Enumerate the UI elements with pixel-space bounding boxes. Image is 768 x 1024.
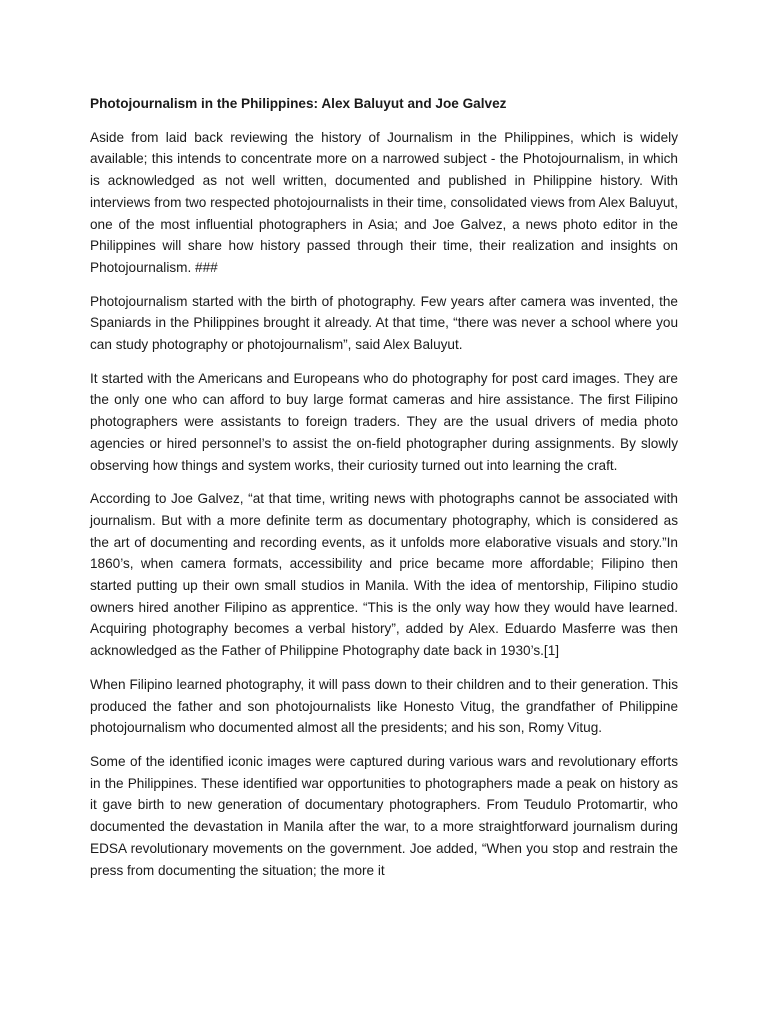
- paragraph-generations: When Filipino learned photography, it will pass down to their children and to their generation. This produced the father and son photojournalists like Honesto Vitug, the grandfather of Philippine photojournalism who documented almost all the presidents; and his son, Romy Vitug.: [90, 676, 678, 736]
- document-title: Photojournalism in the Philippines: Alex Baluyut and Joe Galvez: [90, 96, 507, 111]
- paragraph-intro: Aside from laid back reviewing the history of Journalism in the Philippines, which is widely available; this intends to concentrate more on a narrowed subject - the Photojournalism, in which is acknowledged as not well written, documented and published in Philippine history. With interviews from two respected photojournalists in their time, consolidated views from Alex Baluyut, one of the most influential photographers in Asia; and Joe Galvez, a news photo editor in the Philippines will share how history passed through their time, their realization and insights on Photojournalism. ###: [90, 129, 678, 275]
- paragraph-iconic-images: Some of the identified iconic images were captured during various wars and revolutionary efforts in the Philippines. These identified war opportunities to photographers made a peak on history as it gave birth to new generation of documentary photographers. From Teudulo Protomartir, who documented the devastation in Manila after the war, to a more straightforward journalism during EDSA revolutionary movements on the government. Joe added, “When you stop and restrain the press from documenting the situation; the more it: [90, 753, 678, 878]
- paragraph-birth-of-photography: Photojournalism started with the birth of photography. Few years after camera was invented, the Spaniards in the Philippines brought it already. At that time, “there was never a school where you can study photography or photojournalism”, said Alex Baluyut.: [90, 293, 678, 353]
- document-page: [90, 93, 678, 893]
- paragraph-joe-galvez: According to Joe Galvez, “at that time, writing news with photographs cannot be associated with journalism. But with a more definite term as documentary photography, which is considered as the art of documenting and recording events, as it unfolds more elaborative visuals and story.”In 1860’s, when camera formats, accessibility and price became more affordable; Filipino then started putting up their own small studios in Manila. With the idea of mentorship, Filipino studio owners hired another Filipino as apprentice. “This is the only way how they would have learned. Acquiring photography becomes a verbal history”, added by Alex. Eduardo Masferre was then acknowledged as the Father of Philippine Photography date back in 1930’s.[1]: [90, 491, 678, 659]
- paragraph-americans-europeans: It started with the Americans and Europeans who do photography for post card images. They are the only one who can afford to buy large format cameras and hire assistance. The first Filipino photographers were assistants to foreign traders. They are the usual drivers of media photo agencies or hired personnel’s to assist the on-field photographer during assignments. By slowly observing how things and system works, their curiosity turned out into learning the craft.: [90, 370, 678, 473]
